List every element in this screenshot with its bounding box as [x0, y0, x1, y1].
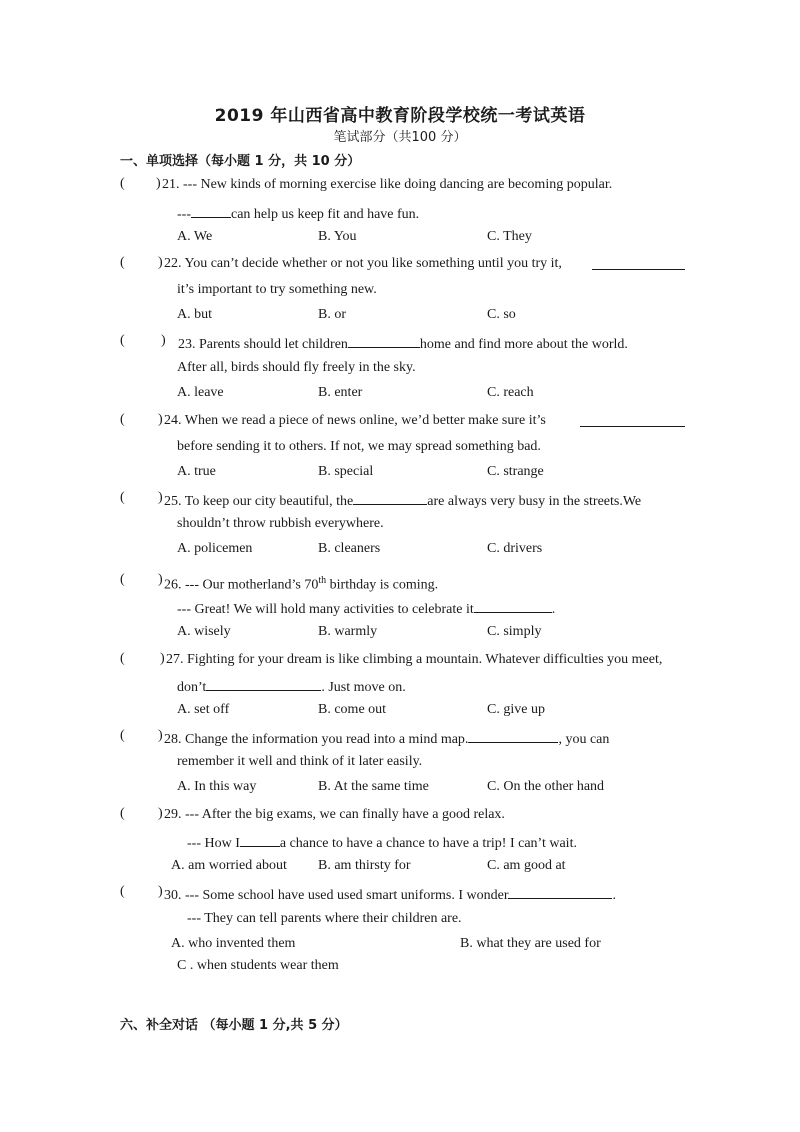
question-text: --- can help us keep fit and have fun.	[177, 203, 419, 224]
answer-paren-close: )	[158, 255, 163, 270]
answer-paren-open: (	[120, 176, 125, 191]
option-b: B. special	[318, 464, 374, 479]
answer-paren-open: (	[120, 728, 125, 743]
question-text: --- Great! We will hold many activities to celebrate it .	[177, 598, 555, 619]
option-c: C. am good at	[487, 858, 566, 873]
option-b: B. warmly	[318, 624, 378, 639]
option-a: A. but	[177, 307, 212, 322]
option-c: C . when students wear them	[177, 958, 339, 973]
option-b: B. At the same time	[318, 779, 429, 794]
answer-paren-open: (	[120, 806, 125, 821]
answer-paren-close: )	[160, 651, 165, 666]
question-text: After all, birds should fly freely in the sky.	[177, 360, 416, 375]
section-heading-dialogue: 六、补全对话 （每小题 1 分,共 5 分）	[120, 1018, 348, 1033]
answer-blank	[348, 333, 420, 348]
answer-paren-open: (	[120, 490, 125, 505]
option-a: A. leave	[177, 385, 224, 400]
option-a: A. who invented them	[171, 936, 296, 951]
question-text: 29. --- After the big exams, we can finally have a good relax.	[164, 807, 505, 822]
option-a: A. am worried about	[171, 858, 287, 873]
option-a: A. wisely	[177, 624, 231, 639]
answer-blank	[240, 832, 280, 847]
answer-paren-open: (	[120, 651, 125, 666]
question-text: 30. --- Some school have used used smart uniforms. I wonder .	[164, 884, 616, 905]
answer-paren-open: (	[120, 255, 125, 270]
question-text: 21. --- New kinds of morning exercise like doing dancing are becoming popular.	[162, 177, 613, 192]
answer-paren-close: )	[158, 806, 163, 821]
answer-blank	[191, 203, 231, 218]
answer-paren-close: )	[158, 884, 163, 899]
question-text: --- They can tell parents where their children are.	[187, 911, 462, 926]
question-text: don’t . Just move on.	[177, 676, 406, 697]
option-c: C. reach	[487, 385, 534, 400]
question-text: 28. Change the information you read into a mind map. , you can	[164, 728, 609, 749]
option-c: C. so	[487, 307, 516, 322]
answer-blank	[592, 255, 685, 270]
option-a: A. We	[177, 229, 213, 244]
option-c: C. strange	[487, 464, 544, 479]
answer-blank	[206, 676, 321, 691]
exam-title: 2019 年山西省高中教育阶段学校统一考试英语	[214, 106, 586, 126]
answer-paren-open: (	[120, 572, 125, 587]
answer-blank	[474, 598, 552, 613]
question-text: 27. Fighting for your dream is like climbing a mountain. Whatever difficulties you meet,	[166, 652, 663, 667]
answer-paren-close: )	[161, 333, 166, 348]
question-text: remember it well and think of it later easily.	[177, 754, 423, 769]
answer-paren-close: )	[158, 412, 163, 427]
answer-paren-close: )	[156, 176, 161, 191]
option-a: A. true	[177, 464, 216, 479]
option-c: C. On the other hand	[487, 779, 605, 794]
option-c: C. simply	[487, 624, 542, 639]
exam-subtitle: 笔试部分（共100 分）	[333, 130, 467, 145]
option-c: C. They	[487, 229, 532, 244]
question-text: 25. To keep our city beautiful, the are always very busy in the streets.We	[164, 490, 641, 511]
question-text: 24. When we read a piece of news online, we’d better make sure it’s	[164, 413, 546, 428]
question-text: --- How I a chance to have a chance to have a trip! I can’t wait.	[187, 832, 577, 853]
option-c: C. drivers	[487, 541, 543, 556]
answer-paren-open: (	[120, 412, 125, 427]
option-b: B. am thirsty for	[318, 858, 411, 873]
question-text: 23. Parents should let children home and find more about the world.	[178, 333, 628, 354]
question-text: it’s important to try something new.	[177, 282, 377, 297]
option-b: B. cleaners	[318, 541, 381, 556]
option-b: B. what they are used for	[460, 936, 601, 951]
answer-blank	[580, 412, 685, 427]
section-heading-single-choice: 一、单项选择（每小题 1 分，共 10 分）	[120, 154, 361, 169]
question-text: before sending it to others. If not, we may spread something bad.	[177, 439, 541, 454]
answer-paren-close: )	[158, 572, 163, 587]
option-b: B. enter	[318, 385, 363, 400]
answer-paren-open: (	[120, 884, 125, 899]
answer-blank	[508, 884, 612, 899]
option-b: B. or	[318, 307, 346, 322]
question-text: 22. You can’t decide whether or not you like something until you try it,	[164, 256, 562, 271]
answer-paren-close: )	[158, 728, 163, 743]
option-a: A. set off	[177, 702, 230, 717]
option-c: C. give up	[487, 702, 545, 717]
question-text: 26. --- Our motherland’s 70th birthday is coming.	[164, 575, 439, 593]
option-a: A. policemen	[177, 541, 253, 556]
answer-paren-close: )	[158, 490, 163, 505]
question-text: shouldn’t throw rubbish everywhere.	[177, 516, 384, 531]
answer-blank	[353, 490, 427, 505]
answer-blank	[468, 728, 558, 743]
answer-paren-open: (	[120, 333, 125, 348]
option-b: B. You	[318, 229, 357, 244]
option-a: A. In this way	[177, 779, 257, 794]
option-b: B. come out	[318, 702, 387, 717]
